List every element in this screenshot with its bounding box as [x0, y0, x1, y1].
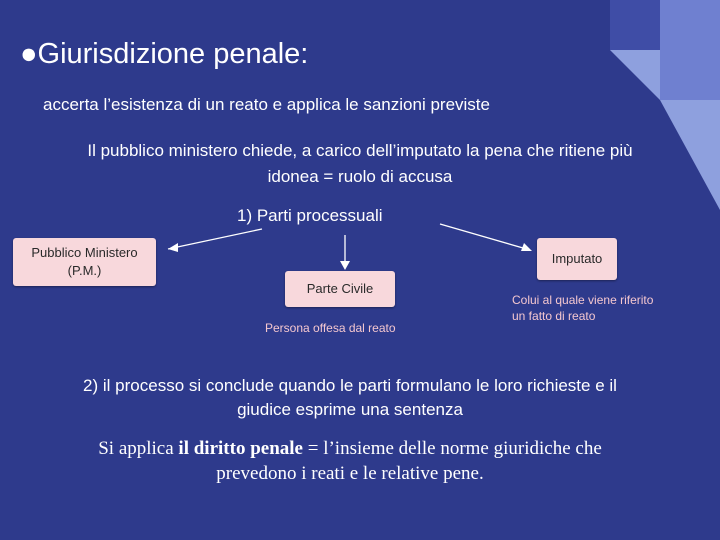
imputato-box: Imputato — [537, 238, 617, 280]
diritto-suffix: = l’insieme delle norme giuridiche che — [302, 438, 602, 459]
diritto-line-2: prevedono i reati e le relative pene. — [216, 463, 484, 484]
slide-title: ●Giurisdizione penale: — [20, 38, 309, 70]
imputato-description — [512, 292, 653, 324]
pm-role-line-2: idonea = ruolo di accusa — [267, 167, 453, 186]
diritto-line-1 — [0, 436, 700, 461]
diritto-penale-text — [0, 436, 700, 486]
processo-line-1: 2) il processo si conclude quando le parti formulano le loro richieste e il — [83, 376, 617, 395]
colui-line-1: Colui al quale viene riferito — [512, 293, 654, 307]
parti-processuali-heading: 1) Parti processuali — [237, 206, 383, 225]
parte-civile-box: Parte Civile — [285, 271, 395, 307]
pm-role-text — [0, 138, 720, 190]
processo-line-2: giudice esprime una sentenza — [237, 400, 463, 419]
definition-line: accerta l’esistenza di un reato e applica le sanzioni previste — [43, 95, 490, 114]
persona-offesa-text: Persona offesa dal reato — [265, 321, 396, 335]
pm-label-2: (P.M.) — [67, 263, 102, 278]
diritto-penale-term: il diritto penale — [178, 438, 303, 459]
pubblico-ministero-box — [13, 238, 156, 286]
pm-label-1: Pubblico Ministero — [31, 245, 138, 260]
colui-line-2: un fatto di reato — [512, 309, 596, 323]
diritto-prefix: Si applica — [98, 438, 179, 459]
processo-text — [0, 374, 700, 422]
pm-role-line-1: Il pubblico ministero chiede, a carico dell’imputato la pena che ritiene più — [87, 141, 633, 160]
